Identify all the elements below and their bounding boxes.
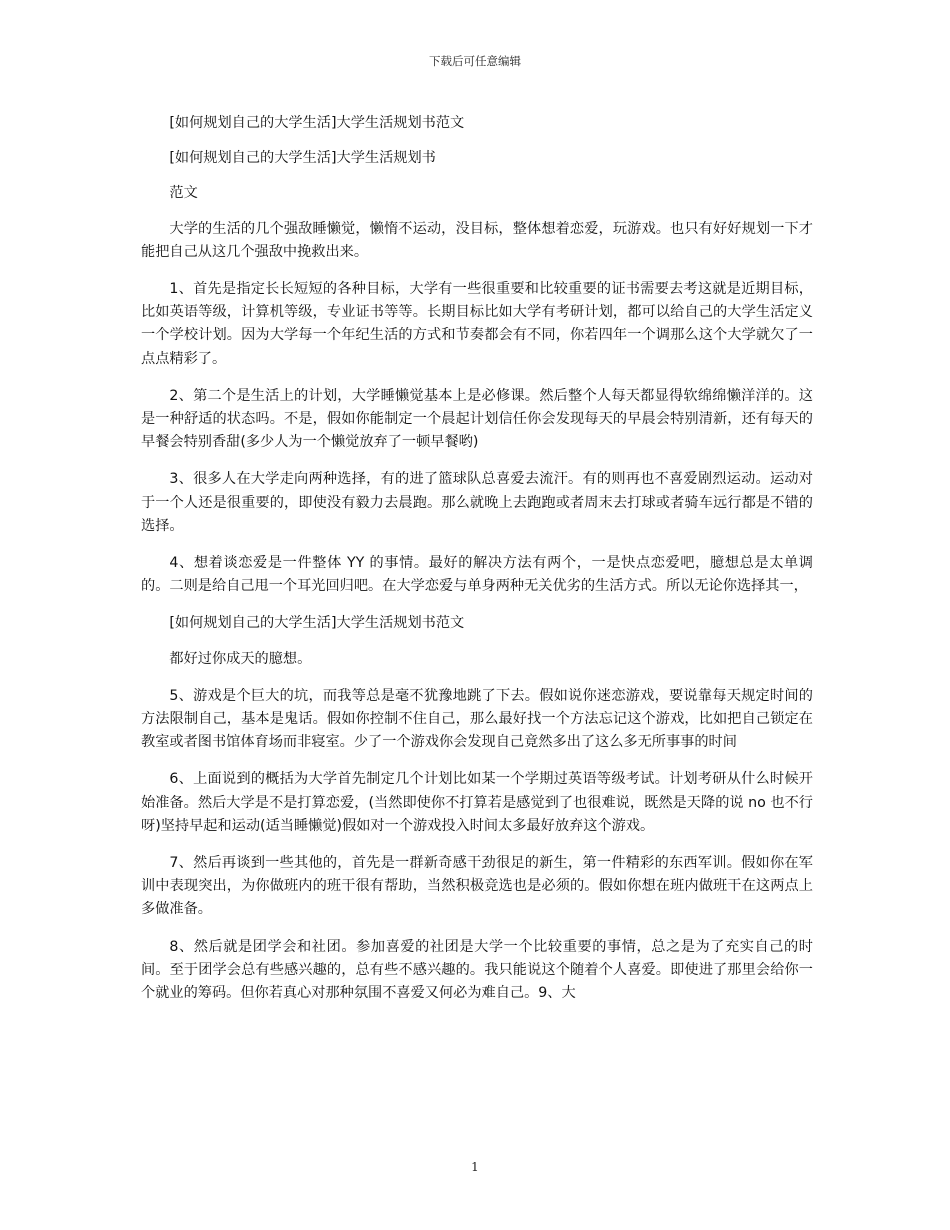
paragraph-4-continued: 都好过你成天的臆想。	[169, 650, 312, 667]
title-line-2: [如何规划自己的大学生活]大学生活规划书	[169, 150, 436, 167]
paragraph-6: 6、上面说到的概括为大学首先制定几个计划比如某一个学期过英语等级考试。计划考研从什么时候开始准备。然后大学是不是打算恋爱，(当然即使你不打算若是感觉到了也很难说，既然是天降的说 no 也不行呀)坚持早起和运动(适当睡懒觉)假如对一个游戏投入时间太多最好放弃这个游戏。	[141, 771, 813, 834]
title-line-3: 范文	[169, 185, 198, 202]
repeated-title: [如何规划自己的大学生活]大学生活规划书范文	[169, 615, 465, 632]
document-body	[141, 112, 813, 1019]
paragraph-4: 4、想着谈恋爱是一件整体 YY 的事情。最好的解决方法有两个，一是快点恋爱吧，臆想总是太单调的。二则是给自己甩一个耳光回归吧。在大学恋爱与单身两种无关优劣的生活方式。所以无论你选择其一，	[141, 555, 813, 595]
paragraph-intro: 大学的生活的几个强敌睡懒觉，懒惰不运动，没目标，整体想着恋爱，玩游戏。也只有好好规划一下才能把自己从这几个强敌中挽救出来。	[141, 220, 813, 260]
paragraph-1: 1、首先是指定长长短短的各种目标，大学有一些很重要和比较重要的证书需要去考这就是近期目标，比如英语等级，计算机等级，专业证书等等。长期目标比如大学有考研计划，都可以给自己的大学生活定义一个学校计划。因为大学每一个年纪生活的方式和节奏都会有不同，你若四年一个调那么这个大学就欠了一点点精彩了。	[141, 281, 813, 367]
paragraph-5: 5、游戏是个巨大的坑，而我等总是毫不犹豫地跳了下去。假如说你迷恋游戏，要说靠每天规定时间的方法限制自己，基本是鬼话。假如你控制不住自己，那么最好找一个方法忘记这个游戏，比如把自己锁定在教室或者图书馆体育场而非寝室。少了一个游戏你会发现自己竟然多出了这么多无所事事的时间	[141, 687, 813, 751]
paragraph-7: 7、然后再谈到一些其他的，首先是一群新奇感干劲很足的新生，第一件精彩的东西军训。假如你在军训中表现突出，为你做班内的班干很有帮助，当然积极竞选也是必须的。假如你想在班内做班干在这两点上多做准备。	[141, 855, 813, 918]
paragraph-2: 2、第二个是生活上的计划，大学睡懒觉基本上是必修课。然后整个人每天都显得软绵绵懒洋洋的。这是一种舒适的状态吗。不是，假如你能制定一个晨起计划信任你会发现每天的早晨会特别清新，还有每天的早餐会特别香甜(多少人为一个懒觉放弃了一顿早餐哟)	[141, 387, 813, 451]
paragraph-3: 3、很多人在大学走向两种选择，有的进了篮球队总喜爱去流汗。有的则再也不喜爱剧烈运动。运动对于一个人还是很重要的，即使没有毅力去晨跑。那么就晚上去跑跑或者周末去打球或者骑车远行都是不错的选择。	[141, 471, 813, 534]
paragraph-8: 8、然后就是团学会和社团。参加喜爱的社团是大学一个比较重要的事情，总之是为了充实自己的时间。至于团学会总有些感兴趣的，总有些不感兴趣的。我只能说这个随着个人喜爱。即使进了那里会给你一个就业的筹码。但你若真心对那种氛围不喜爱又何必为难自己。9、大	[141, 938, 813, 1002]
title-line-1: [如何规划自己的大学生活]大学生活规划书范文	[169, 115, 465, 131]
page-number: 1	[471, 1160, 479, 1174]
page-header: 下载后可任意编辑	[429, 54, 521, 68]
